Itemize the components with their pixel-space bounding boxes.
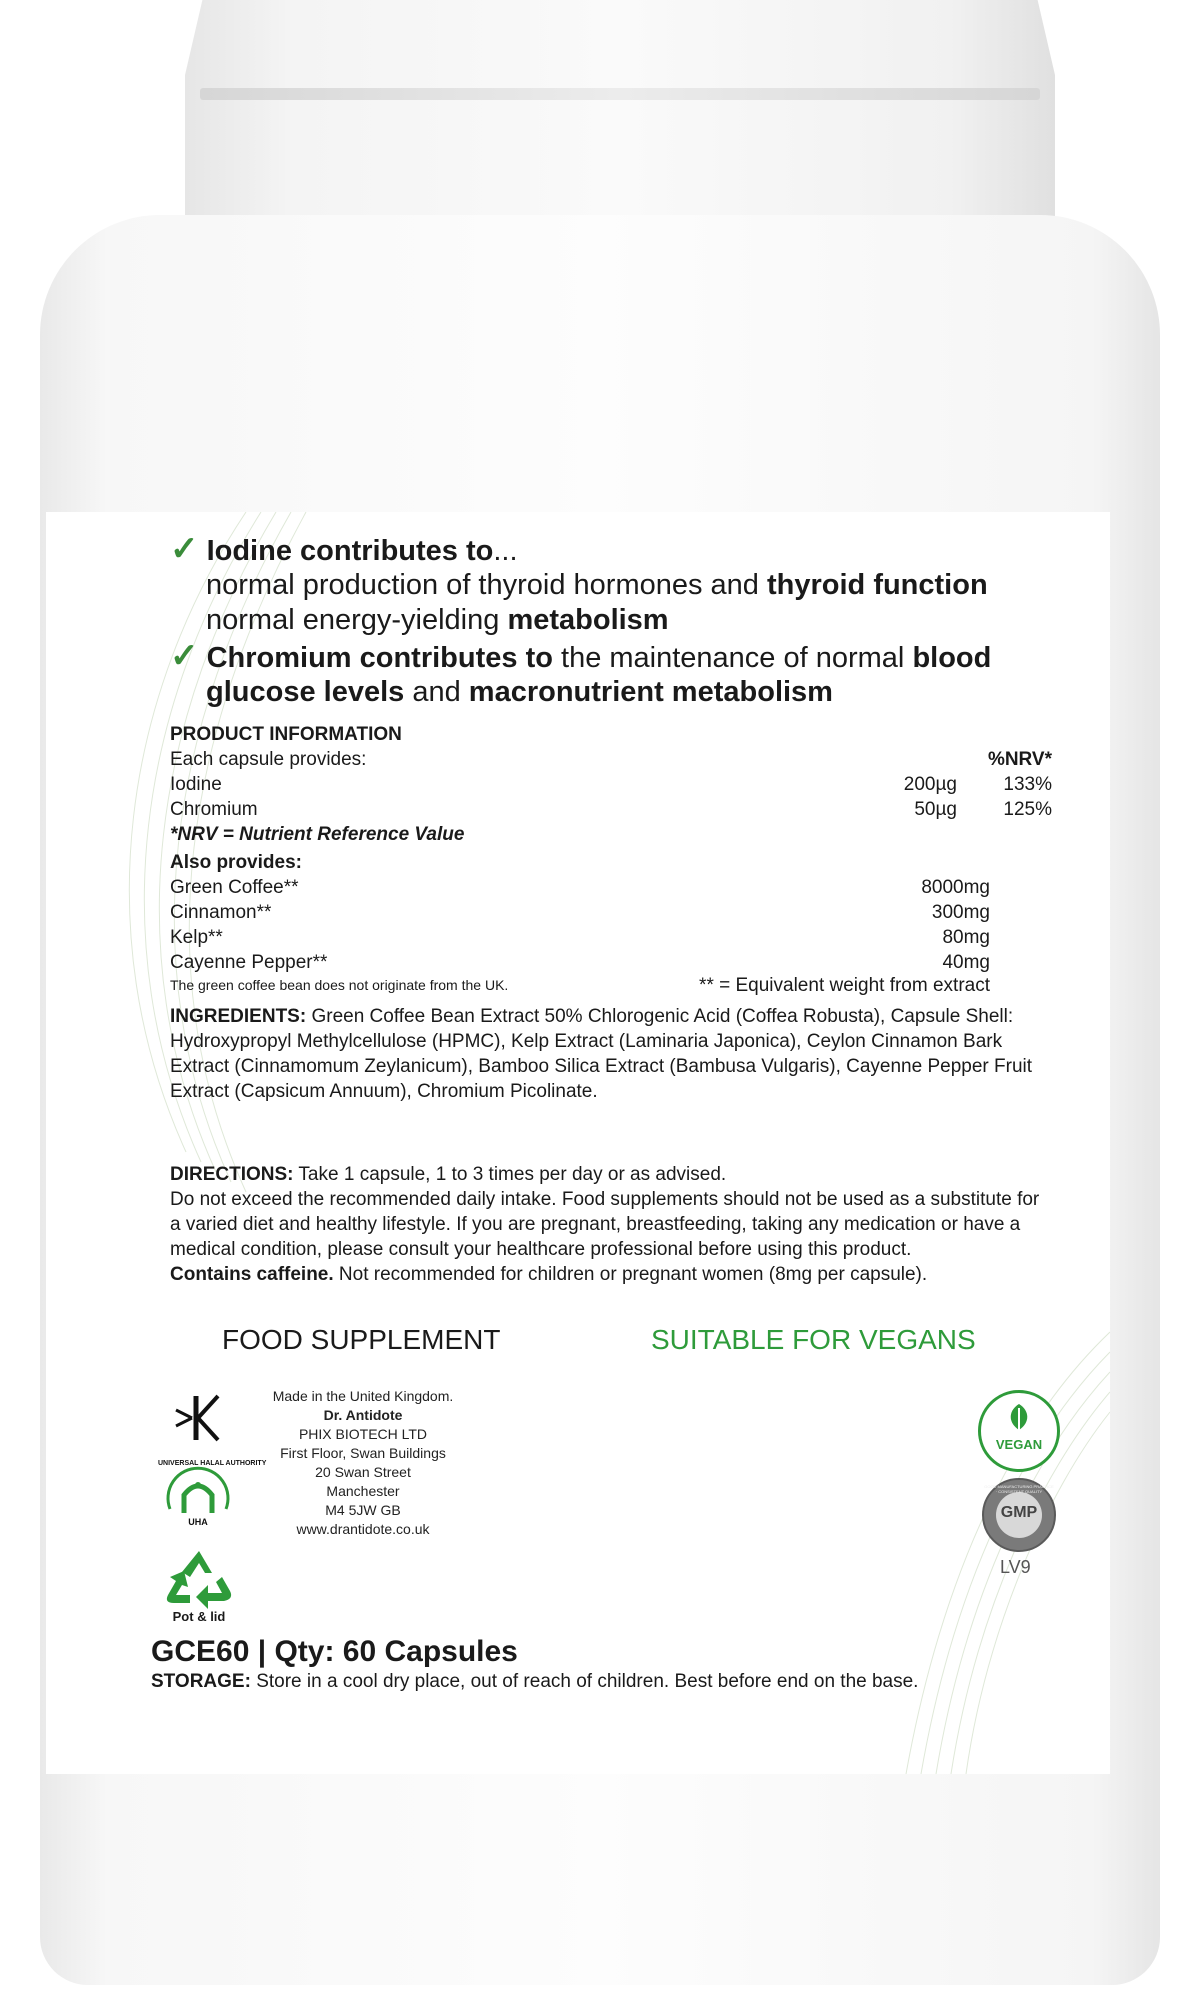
product-label — [46, 512, 1110, 1774]
claim-glucose: glucose levels and macronutrient metabolism — [206, 676, 833, 708]
brand-k-logo — [172, 1392, 222, 1444]
suitable-for-vegans-label: SUITABLE FOR VEGANS — [651, 1324, 976, 1355]
equivalent-weight-note: ** = Equivalent weight from extract — [699, 975, 990, 996]
directions-block: DIRECTIONS: Take 1 capsule, 1 to 3 times per day or as advised. Do not exceed the recommended daily intake. Food supplements should not be used as a substitute for a varied diet and healthy lifestyle. If you are pregnant, breastfeeding, taking any medication or have a medical condition, please consult your healthcare professional before using this product. Contains caffeine. Not recommended for children or pregnant women (8mg per capsule). — [170, 1162, 1050, 1287]
halal-logo — [158, 1457, 267, 1537]
address-line: M4 5JW GB — [325, 1502, 401, 1518]
product-info-heading: PRODUCT INFORMATION — [170, 724, 402, 745]
address-line: 20 Swan Street — [315, 1464, 411, 1480]
company-name: PHIX BIOTECH LTD — [298, 1426, 428, 1442]
extract-name: Kelp** — [170, 927, 223, 948]
recycle-label: Pot & lid — [172, 1609, 226, 1624]
directions-warning: Do not exceed the recommended daily intake. Food supplements should not be used as a substitute for a varied diet and healthy lifestyle. If you are pregnant, breastfeeding, taking any medication or have a medical condition, please consult your healthcare professional before using this product. — [170, 1189, 1040, 1260]
each-capsule-label: Each capsule provides: — [170, 749, 367, 770]
manufacturer-address — [258, 1387, 468, 1539]
gmp-badge-icon — [982, 1478, 1056, 1552]
check-icon: ✓ — [170, 530, 199, 568]
nutrient-amount: 200µg — [903, 774, 957, 795]
claim-metabolism: normal energy-yielding metabolism — [206, 604, 669, 636]
nutrient-amount: 50µg — [914, 799, 957, 820]
lot-variant: LV9 — [1000, 1557, 1031, 1577]
made-in-text: Made in the United Kingdom. — [272, 1388, 454, 1404]
claim-chromium: ✓ Chromium contributes to the maintenance of normal blood — [170, 637, 992, 675]
ingredients-block: INGREDIENTS: Green Coffee Bean Extract 50% Chlorogenic Acid (Coffea Robusta), Capsule Shell: Hydroxypropyl Methylcellulose (HPMC), Kelp Extract (Laminaria Japonica), Ceylon Cinnamon Bark Extract (Cinnamomum Zeylanicum), Bamboo Silica Extract (Bambusa Vulgaris), Cayenne Pepper Fruit Extract (Capsicum Annuum), Chromium Picolinate. — [170, 1006, 1033, 1102]
website: www.drantidote.co.uk — [296, 1521, 430, 1537]
extract-name: Cinnamon** — [170, 902, 272, 923]
halal-authority-text: UNIVERSAL HALAL AUTHORITY — [158, 1460, 267, 1467]
extract-amount: 80mg — [942, 927, 990, 948]
origin-note: The green coffee bean does not originate from the UK. — [170, 977, 509, 993]
extract-amount: 8000mg — [921, 877, 990, 898]
extract-name: Cayenne Pepper** — [170, 952, 328, 973]
nutrient-name: Iodine — [170, 774, 222, 795]
cap-band — [200, 88, 1040, 100]
nutrient-name: Chromium — [170, 799, 258, 820]
storage-instructions: STORAGE: Store in a cool dry place, out of reach of children. Best before end on the base. — [151, 1671, 919, 1692]
nrv-header: %NRV* — [987, 749, 1052, 770]
address-line: First Floor, Swan Buildings — [280, 1445, 446, 1461]
extract-name: Green Coffee** — [170, 877, 299, 898]
check-icon: ✓ — [170, 637, 199, 675]
also-provides-heading: Also provides: — [170, 852, 302, 873]
halal-short-text: UHA — [188, 1517, 208, 1527]
extract-amount: 40mg — [942, 952, 990, 973]
extract-amount: 300mg — [931, 902, 990, 923]
product-code: GCE60 | Qty: 60 Capsules — [151, 1635, 518, 1668]
food-supplement-label: FOOD SUPPLEMENT — [222, 1324, 501, 1355]
brand-name: Dr. Antidote — [323, 1407, 403, 1423]
nrv-note: *NRV = Nutrient Reference Value — [170, 824, 465, 845]
address-line: Manchester — [326, 1483, 400, 1499]
claim-thyroid: normal production of thyroid hormones and thyroid function — [206, 569, 988, 601]
nutrient-nrv: 133% — [1003, 774, 1052, 795]
claim-iodine: ✓ Iodine contributes to... — [170, 530, 518, 568]
nutrient-nrv: 125% — [1003, 799, 1052, 820]
vegan-badge-text: VEGAN — [995, 1437, 1043, 1452]
recycle-icon — [164, 1547, 234, 1609]
gmp-badge-text: GMP — [1000, 1504, 1038, 1521]
gmp-ring-text: GOOD MANUFACTURING PRACTICE · CONSISTENT QUALITY — [984, 1484, 1054, 1494]
vegan-badge-icon — [978, 1390, 1060, 1472]
